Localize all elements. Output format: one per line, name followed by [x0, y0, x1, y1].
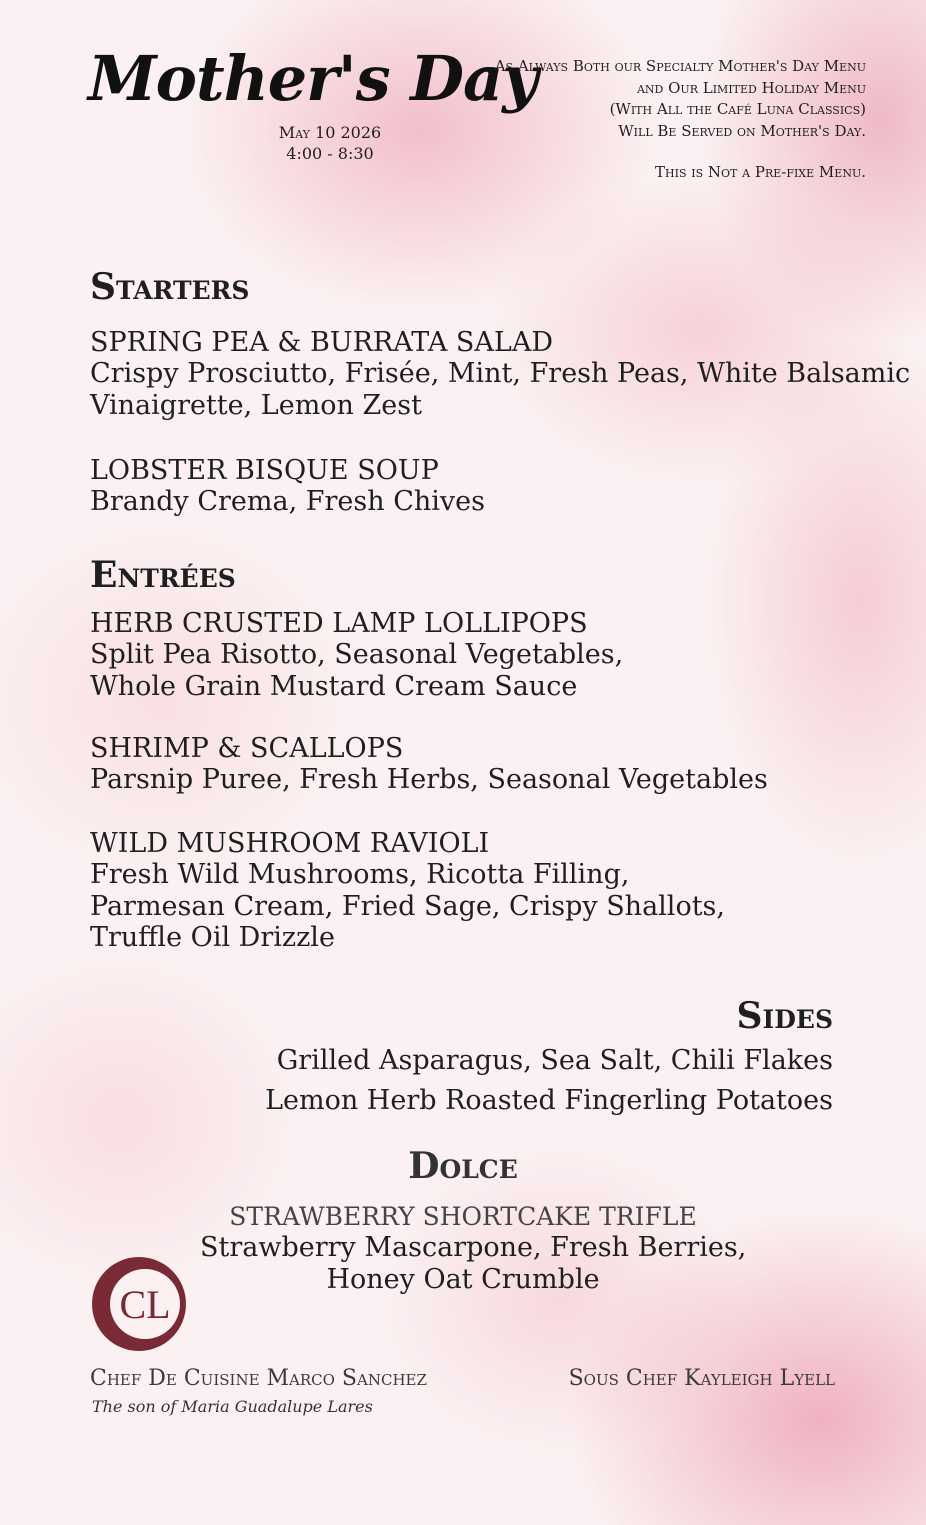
notice-line: (With All the Café Luna Classics)	[609, 100, 866, 118]
menu-notice	[495, 56, 866, 184]
item-name: SHRIMP & SCALLOPS	[90, 733, 404, 764]
entrees-heading: Entrées	[90, 554, 236, 596]
sides-section	[265, 995, 833, 1121]
menu-item	[90, 733, 768, 796]
notice-line: As Always Both our Specialty Mother's Day Menu	[494, 57, 866, 75]
side-item: Grilled Asparagus, Sea Salt, Chili Flakes	[276, 1045, 833, 1076]
starters-heading: Starters	[90, 266, 250, 308]
chef-dedication: The son of Maria Guadalupe Lares	[92, 1397, 373, 1416]
item-description: Split Pea Risotto, Seasonal Vegetables, Whole Grain Mustard Cream Sauce	[90, 639, 624, 702]
menu-item	[90, 828, 725, 954]
item-name: WILD MUSHROOM RAVIOLI	[90, 828, 490, 859]
menu-item	[90, 455, 485, 518]
logo-text: CL	[119, 1282, 171, 1327]
event-date-time	[270, 122, 390, 164]
cafe-luna-logo	[91, 1256, 187, 1352]
sides-heading: Sides	[736, 995, 833, 1037]
menu-item	[90, 608, 623, 702]
item-description: Strawberry Mascarpone, Fresh Berries, Honey Oat Crumble	[200, 1232, 747, 1295]
item-name: SPRING PEA & BURRATA SALAD	[90, 327, 553, 358]
notice-line: Will Be Served on Mother's Day.	[618, 121, 866, 140]
item-name: STRAWBERRY SHORTCAKE TRIFLE	[229, 1202, 697, 1231]
item-description: Crispy Prosciutto, Frisée, Mint, Fresh Peas, White Balsamic Vinaigrette, Lemon Zest	[90, 358, 911, 421]
chef-de-cuisine: Chef De Cuisine Marco Sanchez	[90, 1366, 427, 1391]
sous-chef: Sous Chef Kayleigh Lyell	[568, 1366, 835, 1391]
item-description: Fresh Wild Mushrooms, Ricotta Filling, Parmesan Cream, Fried Sage, Crispy Shallots, Truffle Oil Drizzle	[90, 859, 725, 953]
dolce-section	[200, 1145, 747, 1295]
menu-item	[90, 327, 910, 421]
event-date: May 10 2026	[278, 123, 382, 142]
menu-title: Mother's Day	[88, 42, 538, 115]
event-time: 4:00 - 8:30	[286, 144, 374, 163]
notice-footer: This is Not a Pre-fixe Menu.	[655, 163, 866, 181]
side-item: Lemon Herb Roasted Fingerling Potatoes	[265, 1085, 833, 1116]
notice-line: and Our Limited Holiday Menu	[636, 78, 866, 97]
dolce-heading: Dolce	[408, 1145, 518, 1187]
item-name: HERB CRUSTED LAMP LOLLIPOPS	[90, 608, 588, 639]
item-name: LOBSTER BISQUE SOUP	[90, 455, 439, 486]
item-description: Parsnip Puree, Fresh Herbs, Seasonal Vegetables	[90, 764, 768, 795]
item-description: Brandy Crema, Fresh Chives	[90, 486, 485, 517]
